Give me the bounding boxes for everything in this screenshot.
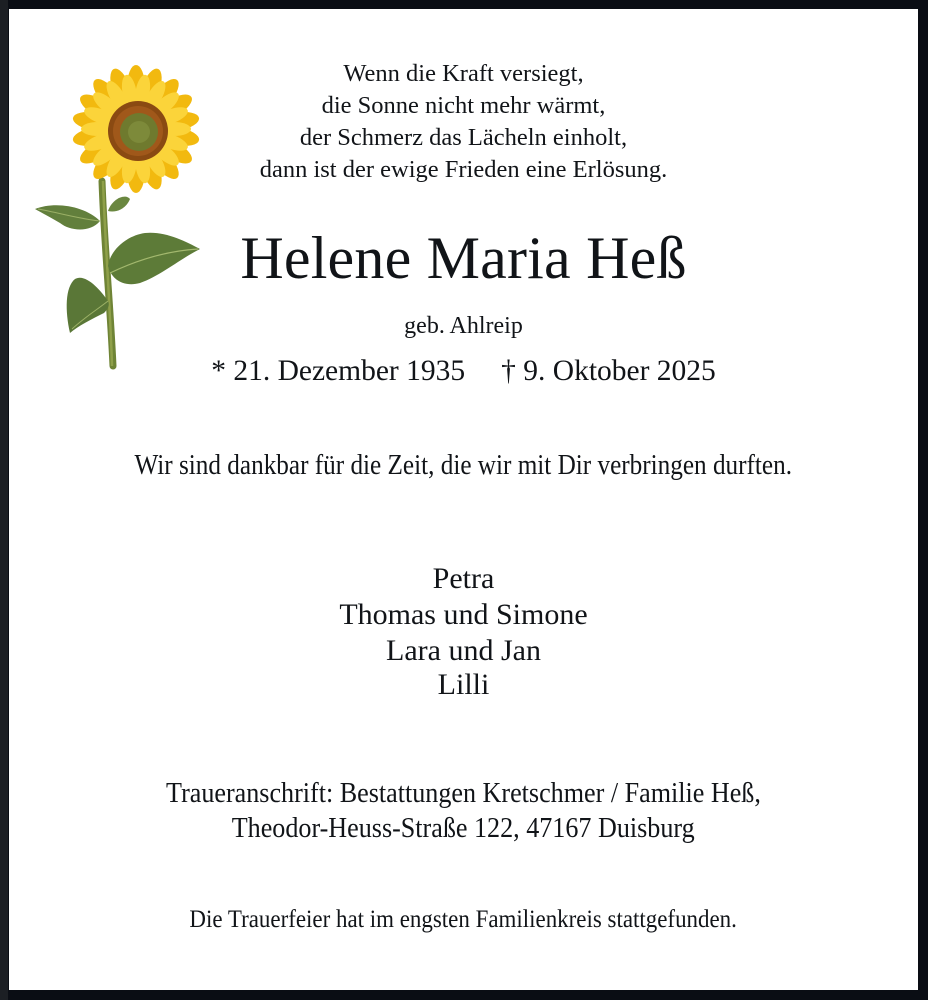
family-member: Thomas und Simone [339, 598, 588, 631]
deceased-name: Helene Maria Heß [240, 225, 687, 291]
obituary-notice [9, 9, 918, 990]
poem-line: dann ist der ewige Frieden eine Erlösung. [259, 156, 668, 183]
life-dates [9, 357, 918, 387]
poem-line: die Sonne nicht mehr wärmt, [321, 92, 606, 119]
address-line [9, 814, 918, 843]
maiden-name: geb. Ahlreip [404, 313, 523, 339]
birth-date: * 21. Dezember 1935 [211, 355, 466, 387]
poem-line: Wenn die Kraft versiegt, [343, 60, 584, 87]
family-member: Petra [432, 562, 495, 595]
death-date: † 9. Oktober 2025 [501, 355, 716, 387]
poem-line: der Schmerz das Lächeln einholt, [299, 124, 628, 151]
thanks-text: Wir sind dankbar für die Zeit, die wir mit Dir verbringen durften. [134, 450, 793, 481]
address-text: Theodor-Heuss-Straße 122, 47167 Duisburg [232, 812, 695, 844]
frame-border [0, 0, 8, 1000]
address-text: Traueranschrift: Bestattungen Kretschmer / Familie Heß, [166, 777, 761, 809]
family-member: Lara und Jan [386, 634, 541, 667]
family-member: Lilli [437, 668, 490, 701]
ceremony-note [9, 906, 918, 932]
ceremony-text: Die Trauerfeier hat im engsten Familienkreis stattgefunden. [189, 904, 738, 933]
thanks-line [9, 452, 918, 480]
address-line [9, 779, 918, 808]
